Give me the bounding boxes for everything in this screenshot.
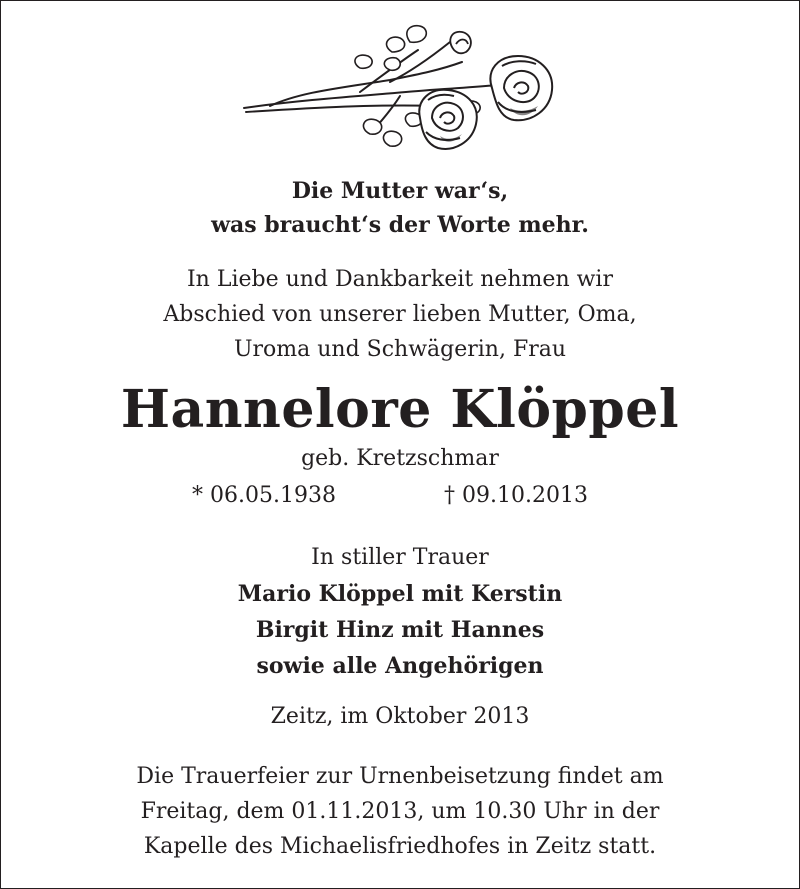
intro-line-2: Abschied von unserer lieben Mutter, Oma, [163, 302, 637, 327]
funeral-info [0, 759, 800, 864]
mourning-heading: In stiller Trauer [311, 545, 489, 570]
mourner-line-3: sowie alle Angehörigen [256, 653, 544, 679]
intro-text [0, 262, 800, 367]
birth-date: * 06.05.1938 [192, 483, 336, 508]
roses-illustration-icon [240, 22, 560, 162]
mourner-line-1: Mario Klöppel mit Kerstin [237, 581, 563, 607]
funeral-line-3: Kapelle des Michaelisfriedhofes in Zeitz statt. [143, 834, 657, 859]
motto-line-2: was braucht‘s der Worte mehr. [211, 212, 589, 238]
motto [0, 174, 800, 242]
motto-line-1: Die Mutter war‘s, [291, 178, 509, 204]
mourners [0, 540, 800, 684]
intro-line-3: Uroma und Schwägerin, Frau [233, 337, 567, 362]
mourner-line-2: Birgit Hinz mit Hannes [255, 617, 545, 643]
intro-line-1: In Liebe und Dankbarkeit nehmen wir [186, 267, 613, 292]
death-date: † 09.10.2013 [444, 483, 588, 508]
funeral-line-1: Die Trauerfeier zur Urnenbeisetzung findet am [136, 764, 664, 789]
life-dates [0, 480, 800, 512]
place-and-date: Zeitz, im Oktober 2013 [270, 704, 530, 729]
funeral-line-2: Freitag, dem 01.11.2013, um 10.30 Uhr in der [140, 799, 660, 824]
maiden-name: geb. Kretzschmar [301, 446, 499, 471]
deceased-name: Hannelore Klöppel [120, 379, 680, 440]
